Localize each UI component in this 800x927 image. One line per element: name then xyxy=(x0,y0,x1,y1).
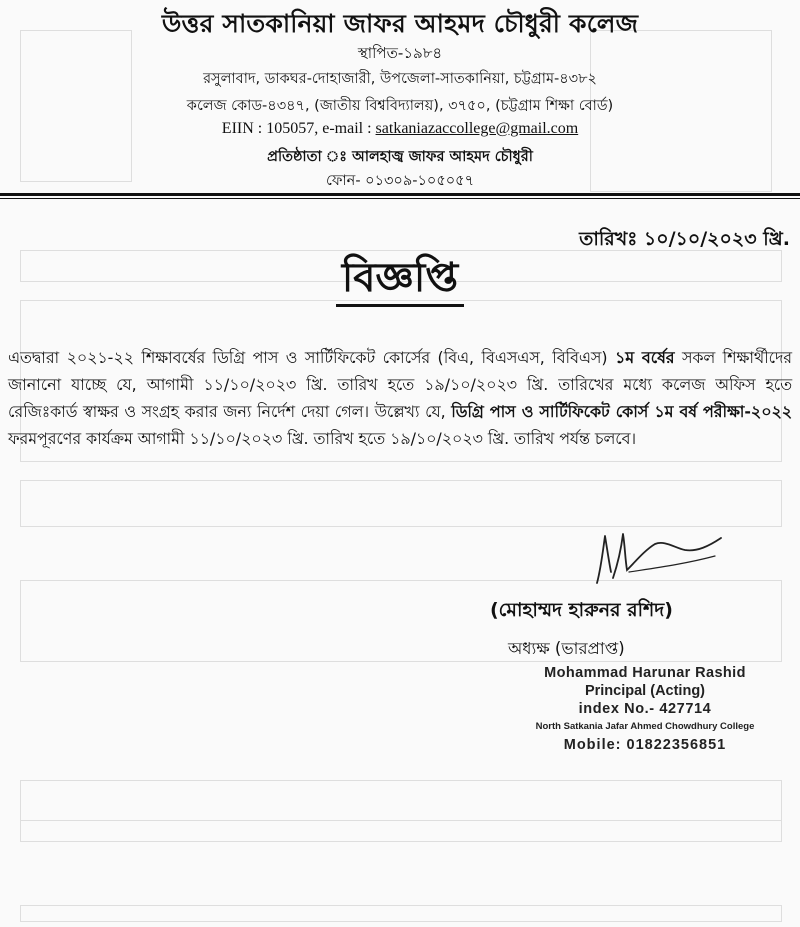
header-divider-thick xyxy=(0,193,800,196)
seal-index: index No.- 427714 xyxy=(578,701,712,717)
phone-line: ফোন- ০১৩০৯-১০৫০৫৭ xyxy=(325,173,475,189)
established-year: স্থাপিত-১৯৮৪ xyxy=(357,44,443,62)
body-bold-2: ডিগ্রি পাস ও সার্টিফিকেট কোর্স ১ম বর্ষ পরীক্ষা-২০২২ xyxy=(451,402,793,421)
notice-title-text: বিজ্ঞপ্তি xyxy=(336,252,464,307)
body-bold-1: ১ম বর্ষের xyxy=(614,348,675,367)
seal-title: Principal (Acting) xyxy=(584,683,706,699)
college-name: উত্তর সাতকানিয়া জাফর আহমদ চৌধুরী কলেজ xyxy=(161,9,639,38)
founder-line: প্রতিষ্ঠাতা ঃ আলহাজ্ব জাফর আহমদ চৌধুরী xyxy=(267,149,533,165)
notice-date: তারিখঃ ১০/১০/২০২৩ খ্রি. xyxy=(579,228,790,250)
email-link[interactable]: satkaniazaccollege@gmail.com xyxy=(375,120,579,137)
seal-college: North Satkania Jafar Ahmed Chowdhury College xyxy=(535,721,755,732)
principal-seal xyxy=(520,664,770,754)
seal-mobile: Mobile: 01822356851 xyxy=(563,737,727,753)
college-codes: কলেজ কোড-৪৩৪৭, (জাতীয় বিশ্ববিদ্যালয়), ৩৭৫০, (চট্টগ্রাম শিক্ষা বোর্ড) xyxy=(186,98,614,114)
signatory-name-bn: (মোহাম্মদ হারুনর রশিদ) xyxy=(490,599,673,621)
eiin-label: EIIN : 105057, e-mail : xyxy=(221,120,376,137)
handwritten-signature xyxy=(585,528,735,598)
notice-title xyxy=(0,252,800,307)
body-part-3: ফরমপূরণের কার্যক্রম আগামী ১১/১০/২০২৩ খ্রি. তারিখ হতে ১৯/১০/২০২৩ খ্রি. তারিখ পর্যন্ত চলবে। xyxy=(8,429,637,448)
college-address: রসুলাবাদ, ডাকঘর-দোহাজারী, উপজেলা-সাতকানিয়া, চট্টগ্রাম-৪৩৮২ xyxy=(203,71,597,87)
signatory-role-bn: অধ্যক্ষ (ভারপ্রাপ্ত) xyxy=(508,639,625,658)
seal-name: Mohammad Harunar Rashid xyxy=(544,665,746,681)
body-part-2: সকল শিক্ষার্থীদের জানানো যাচ্ছে যে, আগামী ১১/১০/২০২৩ খ্রি. তারিখ হতে ১৯/১০/২০২৩ খ্রি. তারিখের মধ্যে কলেজ অফিস হতে রেজিঃকার্ড স্বাক্ষর ও সংগ্রহ করার জন্য নির্দেশ দেয়া গেল। উল্লেখ্য যে, xyxy=(8,348,792,421)
header-divider-thin xyxy=(0,198,800,199)
notice-body xyxy=(8,344,792,452)
eiin-email-line xyxy=(0,120,800,138)
body-part-1: এতদ্বারা ২০২১-২২ শিক্ষাবর্ষের ডিগ্রি পাস ও সার্টিফিকেট কোর্সের (বিএ, বিএসএস, বিবিএস) xyxy=(8,348,615,367)
